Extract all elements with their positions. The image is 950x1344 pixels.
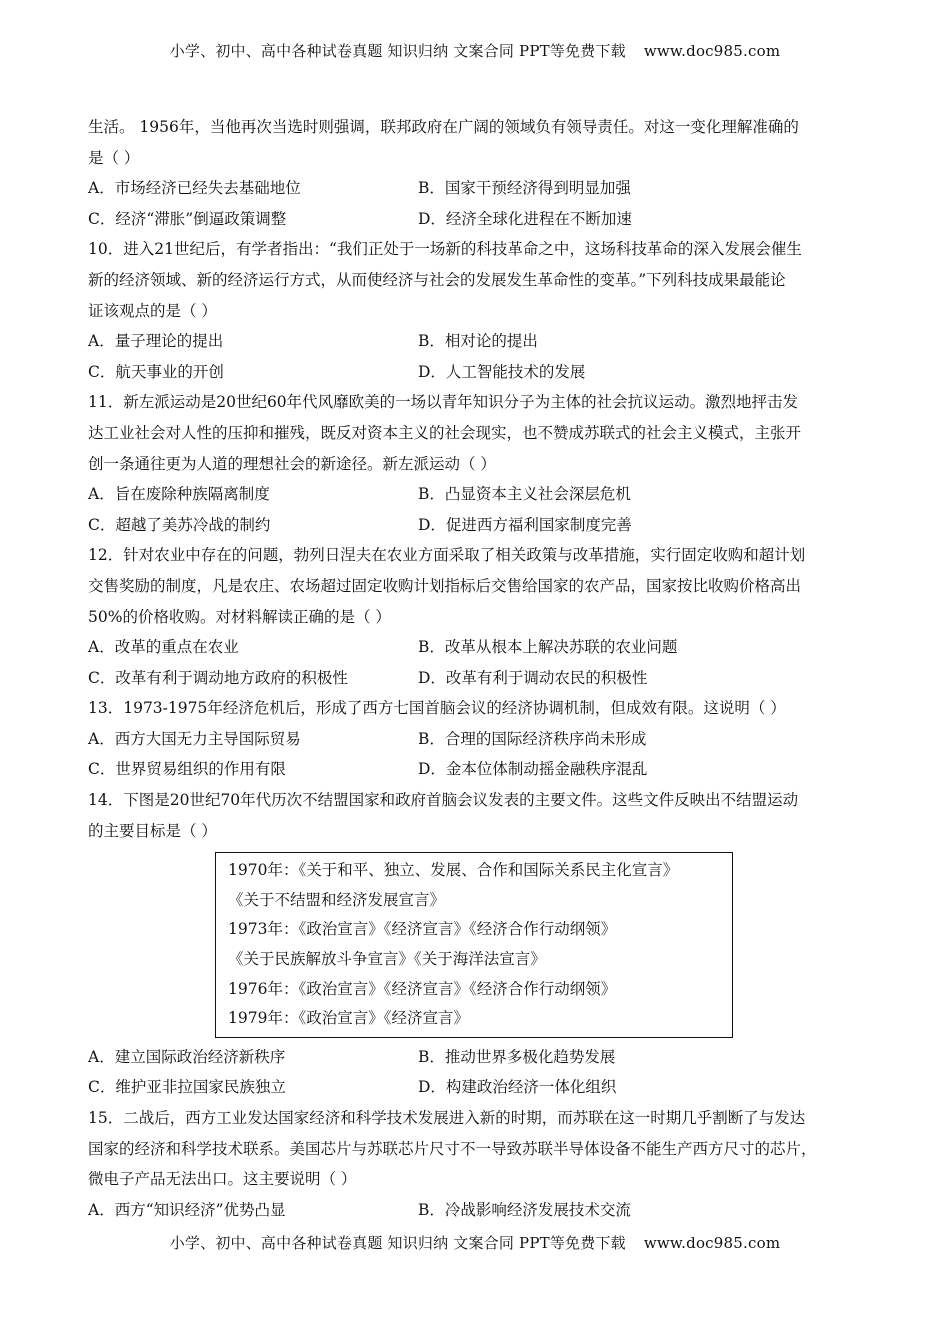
footer-url[interactable]: www.doc985.com [643, 1234, 781, 1252]
page-footer [0, 1232, 950, 1253]
question-11-line: 创一条通往更为人道的理想社会的新途径。新左派运动（ ） [88, 454, 496, 473]
box-line: 《关于不结盟和经济发展宣言》 [228, 890, 446, 909]
question-14 [88, 785, 864, 1103]
box-line: 1973年：《政治宣言》《经济宣言》《经济合作行动纲领》 [228, 920, 617, 939]
option-c: C．世界贸易组织的作用有限 [88, 760, 286, 779]
option-b: B．冷战影响经济发展技术交流 [418, 1200, 631, 1219]
option-d: D．构建政治经济一体化组织 [418, 1078, 617, 1097]
question-9-line: 是（ ） [88, 148, 140, 167]
option-d: D．人工智能技术的发展 [418, 362, 586, 381]
option-c: C．维护亚非拉国家民族独立 [88, 1078, 286, 1097]
question-11 [88, 387, 864, 540]
question-15 [88, 1103, 864, 1225]
page-header [0, 40, 950, 61]
header-url[interactable]: www.doc985.com [643, 42, 781, 60]
option-d: D．改革有利于调动农民的积极性 [418, 668, 648, 687]
question-12-line: 交售奖励的制度，凡是农庄、农场超过固定收购计划指标后交售给国家的农产品，国家按比收购价格高出 [88, 576, 802, 595]
option-a: A．改革的重点在农业 [88, 638, 239, 657]
box-line: 1970年：《关于和平、独立、发展、合作和国际关系民主化宣言》 [228, 861, 679, 880]
option-c: C．改革有利于调动地方政府的积极性 [88, 668, 348, 687]
question-9-line: 生活。 1956年，当他再次当选时则强调，联邦政府在广阔的领域负有领导责任。对这一变化理解准确的 [88, 118, 799, 136]
question-15-line: 国家的经济和科学技术联系。美国芯片与苏联芯片尺寸不一导致苏联半导体设备不能生产西方尺寸的芯片， [88, 1139, 817, 1158]
option-a: A．量子理论的提出 [88, 332, 224, 351]
question-11-line: 达工业社会对人性的压抑和摧残，既反对资本主义的社会现实，也不赞成苏联式的社会主义模式，主张开 [88, 423, 802, 442]
question-12-line: 12．针对农业中存在的问题，勃列日涅夫在农业方面采取了相关政策与改革措施，实行固定收购和超计划 [88, 546, 806, 565]
option-b: B．凸显资本主义社会深层危机 [418, 485, 631, 504]
option-b: B．推动世界多极化趋势发展 [418, 1047, 616, 1066]
question-15-line: 15．二战后，西方工业发达国家经济和科学技术发展进入新的时期，而苏联在这一时期几乎割断了与发达 [88, 1109, 806, 1127]
question-12 [88, 540, 864, 693]
question-15-line: 微电子产品无法出口。这主要说明（ ） [88, 1170, 357, 1189]
option-b: B．合理的国际经济秩序尚未形成 [418, 729, 647, 748]
question-14-line: 的主要目标是（ ） [88, 821, 217, 840]
option-a: A．建立国际政治经济新秩序 [88, 1047, 286, 1066]
option-a: A．旨在废除种族隔离制度 [88, 485, 270, 504]
question-13-line: 13．1973-1975年经济危机后，形成了西方七国首脑会议的经济协调机制，但成效有限。这说明（ ） [88, 699, 786, 718]
option-b: B．改革从根本上解决苏联的农业问题 [418, 638, 678, 657]
footer-text: 小学、初中、高中各种试卷真题 知识归纳 文案合同 PPT等免费下载 [169, 1234, 626, 1252]
question-14-line: 14．下图是20世纪70年代历次不结盟国家和政府首脑会议发表的主要文件。这些文件反映出不结盟运动 [88, 791, 799, 810]
option-a: A．市场经济已经失去基础地位 [88, 179, 301, 198]
question-10-line: 证该观点的是（ ） [88, 301, 217, 320]
question-13 [88, 693, 864, 785]
documents-box [215, 852, 733, 1038]
option-d: D．经济全球化进程在不断加速 [418, 209, 632, 228]
option-c: C．超越了美苏冷战的制约 [88, 515, 271, 534]
question-11-line: 11．新左派运动是20世纪60年代风靡欧美的一场以青年知识分子为主体的社会抗议运动。激烈地抨击发 [88, 393, 799, 412]
question-10-line: 新的经济领域、新的经济运行方式，从而使经济与社会的发展发生革命性的变革。”下列科技成果最能论 [88, 270, 786, 289]
option-d: D．促进西方福利国家制度完善 [418, 515, 632, 534]
question-10-line: 10．进入21世纪后，有学者指出：“我们正处于一场新的科技革命之中，这场科技革命的深入发展会催生 [88, 240, 802, 259]
exam-content [88, 112, 864, 1225]
option-b: B．国家干预经济得到明显加强 [418, 179, 631, 198]
option-a: A．西方“知识经济”优势凸显 [88, 1200, 286, 1219]
box-line: 1976年：《政治宣言》《经济宣言》《经济合作行动纲领》 [228, 979, 617, 998]
option-b: B．相对论的提出 [418, 332, 538, 351]
box-line: 1979年：《政治宣言》《经济宣言》 [228, 1009, 469, 1028]
option-c: C．航天事业的开创 [88, 362, 224, 381]
question-10 [88, 234, 864, 387]
box-line: 《关于民族解放斗争宣言》《关于海洋法宣言》 [228, 950, 546, 969]
option-a: A．西方大国无力主导国际贸易 [88, 729, 301, 748]
option-c: C．经济“滞胀”倒逼政策调整 [88, 209, 287, 228]
question-12-line: 50%的价格收购。对材料解读正确的是（ ） [88, 607, 391, 626]
question-9 [88, 112, 864, 234]
option-d: D．金本位体制动摇金融秩序混乱 [418, 760, 648, 779]
header-text: 小学、初中、高中各种试卷真题 知识归纳 文案合同 PPT等免费下载 [169, 42, 626, 60]
